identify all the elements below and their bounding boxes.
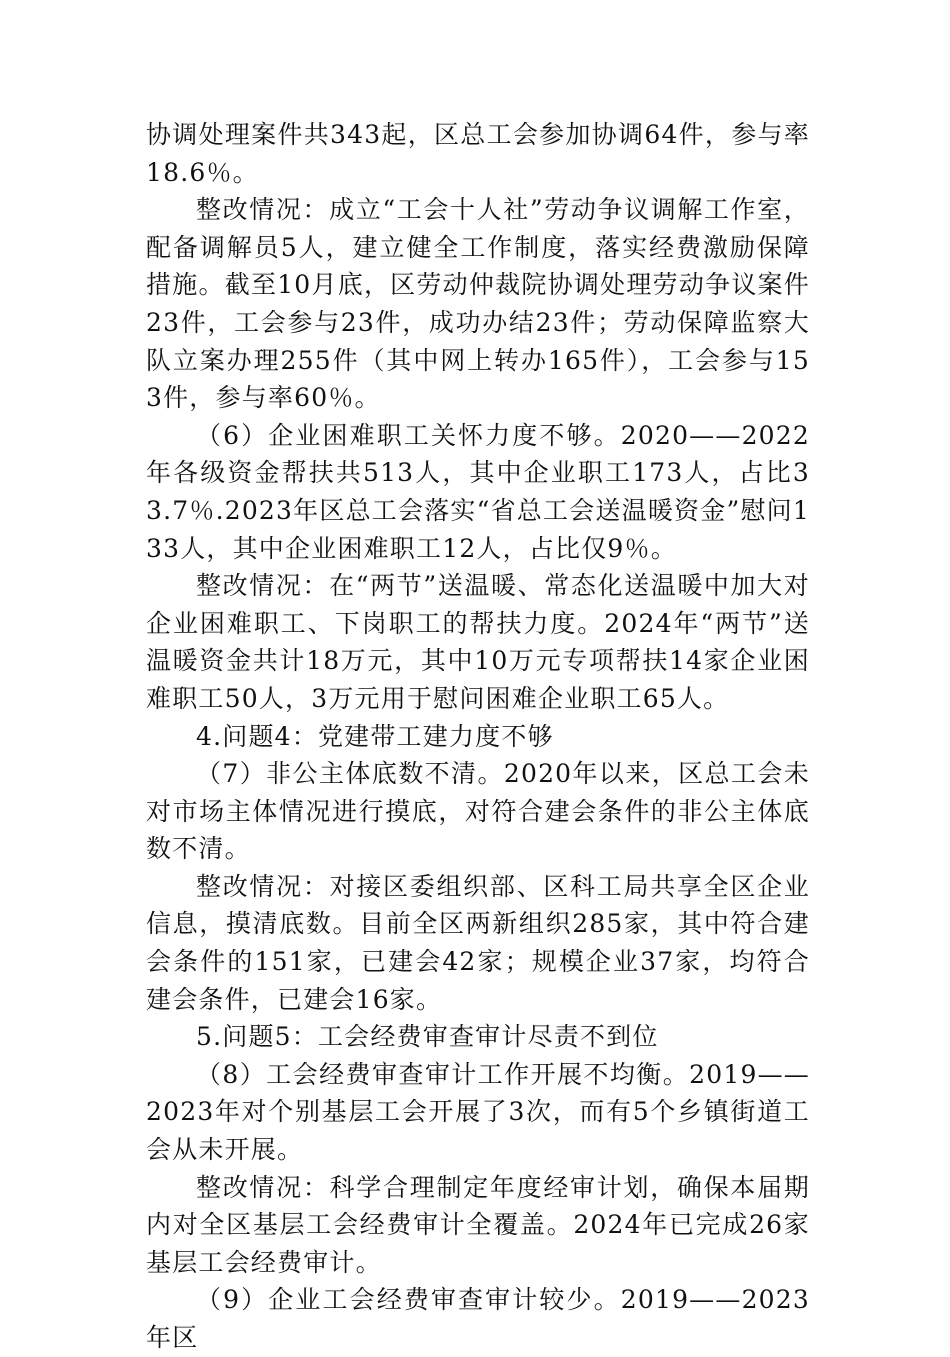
paragraph-rectification-warmth: 整改情况：在“两节”送温暖、常态化送温暖中加大对企业困难职工、下岗职工的帮扶力度。2024年“两节”送温暖资金共计18万元，其中10万元专项帮扶14家企业困难职工50人，3万元用于慰问困难企业职工65人。 [146, 571, 810, 713]
paragraph-rectification-audit: 整改情况：科学合理制定年度经审计划，确保本届期内对全区基层工会经费审计全覆盖。2024年已完成26家基层工会经费审计。 [146, 1172, 810, 1277]
heading-problem-5: 5.问题5：工会经费审查审计尽责不到位 [196, 1022, 659, 1052]
paragraph-issue-9: （9）企业工会经费审查审计较少。2019——2023年区 [146, 1285, 810, 1352]
paragraph-case-handling: 协调处理案件共343起，区总工会参加协调64件，参与率18.6％。 [146, 120, 810, 187]
heading-problem-4: 4.问题4：党建带工建力度不够 [196, 721, 554, 751]
paragraph-rectification-mediation: 整改情况：成立“工会十人社”劳动争议调解工作室，配备调解员5人，建立健全工作制度，落实经费激励保障措施。截至10月底，区劳动仲裁院协调处理劳动争议案件23件，工会参与23件，成功办结23件；劳动保障监察大队立案办理255件（其中网上转办165件），工会参与153件，参与率60％。 [146, 195, 810, 413]
paragraph-issue-8: （8）工会经费审查审计工作开展不均衡。2019——2023年对个别基层工会开展了3次，而有5个乡镇街道工会从未开展。 [146, 1059, 810, 1165]
document-body [146, 116, 810, 1357]
paragraph-issue-7: （7）非公主体底数不清。2020年以来，区总工会未对市场主体情况进行摸底，对符合建会条件的非公主体底数不清。 [146, 759, 810, 864]
paragraph-rectification-survey: 整改情况：对接区委组织部、区科工局共享全区企业信息，摸清底数。目前全区两新组织285家，其中符合建会条件的151家，已建会42家；规模企业37家，均符合建会条件，已建会16家。 [146, 871, 810, 1014]
paragraph-issue-6: （6）企业困难职工关怀力度不够。2020——2022年各级资金帮扶共513人，其中企业职工173人，占比33.7％.2023年区总工会落实“省总工会送温暖资金”慰问133人，其中企业困难职工12人，占比仅9％。 [146, 420, 810, 563]
